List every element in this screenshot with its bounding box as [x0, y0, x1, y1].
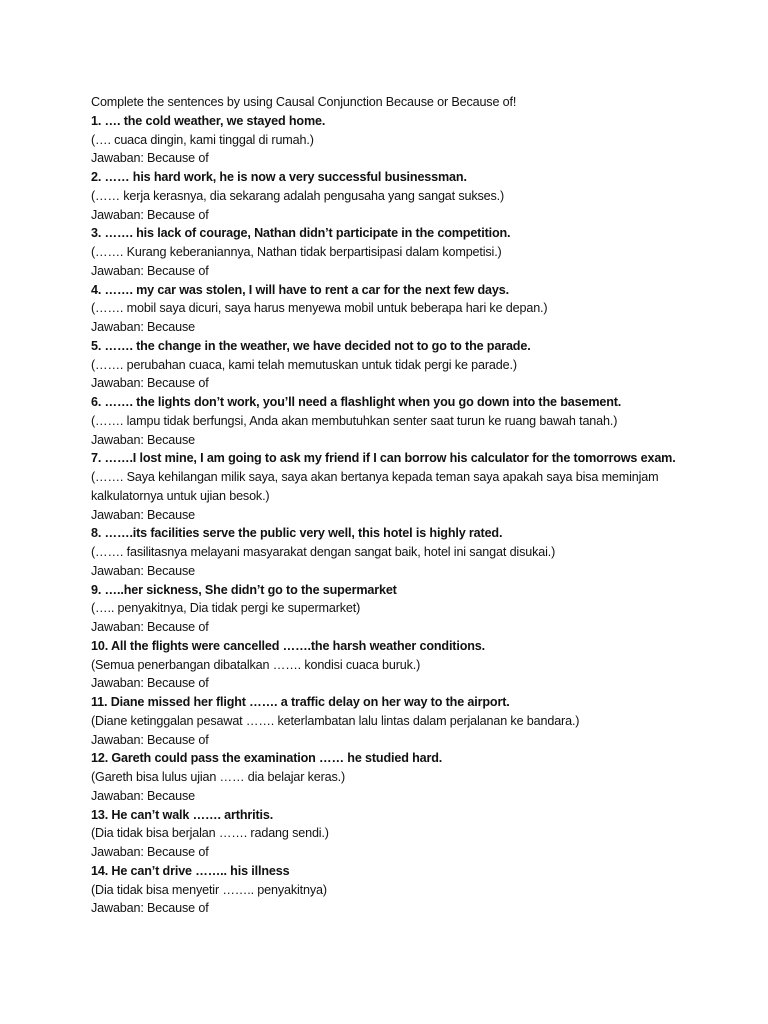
exercise-item-12: [91, 749, 751, 805]
question-text: 9. …..her sickness, She didn’t go to the supermarket: [91, 582, 397, 597]
question-text: 2. …… his hard work, he is now a very successful businessman.: [91, 170, 467, 184]
translation-text: (Semua penerbangan dibatalkan ……. kondisi cuaca buruk.): [91, 657, 421, 672]
answer-text: Jawaban: Because of: [91, 845, 209, 859]
question-text: 7. …….I lost mine, I am going to ask my friend if I can borrow his calculator for the tomorrows exam.: [91, 451, 676, 466]
answer-text: Jawaban: Because of: [91, 732, 209, 747]
answer-text: Jawaban: Because: [91, 507, 196, 522]
answer-text: Jawaban: Because of: [91, 376, 209, 391]
exercise-item-1: [91, 112, 751, 168]
answer-text: Jawaban: Because of: [91, 151, 209, 166]
question-text: 11. Diane missed her flight ……. a traffic delay on her way to the airport.: [91, 695, 510, 709]
answer-text: Jawaban: Because: [91, 432, 196, 447]
question-text: 12. Gareth could pass the examination …… he studied hard.: [91, 751, 443, 766]
translation-text: (….. penyakitnya, Dia tidak pergi ke supermarket): [91, 601, 361, 616]
exercise-item-9: [91, 581, 751, 637]
translation-text: (Diane ketinggalan pesawat ……. keterlambatan lalu lintas dalam perjalanan ke bandara.): [91, 713, 580, 728]
question-text: 6. ……. the lights don’t work, you’ll need a flashlight when you go down into the basement.: [91, 395, 622, 409]
question-text: 13. He can’t walk ……. arthritis.: [91, 807, 274, 822]
question-text: 8. …….its facilities serve the public very well, this hotel is highly rated.: [91, 526, 503, 541]
answer-text: Jawaban: Because: [91, 788, 196, 803]
answer-text: Jawaban: Because of: [91, 901, 209, 916]
instruction-text: Complete the sentences by using Causal Conjunction Because or Because of!: [91, 95, 517, 109]
exercise-item-2: [91, 168, 751, 224]
translation-text: (……. Kurang keberaniannya, Nathan tidak berpartisipasi dalam kompetisi.): [91, 245, 502, 259]
answer-text: Jawaban: Because: [91, 320, 196, 334]
exercise-item-4: [91, 281, 751, 337]
translation-text: (…… kerja kerasnya, dia sekarang adalah pengusaha yang sangat sukses.): [91, 188, 505, 203]
exercise-item-5: [91, 337, 751, 393]
translation-text: (……. lampu tidak berfungsi, Anda akan membutuhkan senter saat turun ke ruang bawah tanah.): [91, 413, 618, 428]
answer-text: Jawaban: Because of: [91, 207, 209, 222]
translation-text: (Dia tidak bisa berjalan ……. radang sendi.): [91, 826, 329, 841]
exercise-item-14: [91, 862, 751, 918]
translation-text: (……. mobil saya dicuri, saya harus menyewa mobil untuk beberapa hari ke depan.): [91, 301, 548, 316]
question-text: 1. …. the cold weather, we stayed home.: [91, 113, 326, 128]
question-text: 14. He can’t drive …….. his illness: [91, 863, 290, 878]
answer-text: Jawaban: Because of: [91, 676, 209, 691]
document-body: [91, 93, 751, 918]
answer-text: Jawaban: Because of: [91, 620, 209, 634]
answer-text: Jawaban: Because of: [91, 263, 209, 278]
translation-text: (……. perubahan cuaca, kami telah memutuskan untuk tidak pergi ke parade.): [91, 357, 517, 372]
answer-text: Jawaban: Because: [91, 563, 196, 578]
question-text: 3. ……. his lack of courage, Nathan didn’t participate in the competition.: [91, 226, 511, 241]
translation-text: (……. fasilitasnya melayani masyarakat dengan sangat baik, hotel ini sangat disukai.): [91, 545, 556, 559]
exercise-item-8: [91, 524, 751, 580]
exercise-item-7: [91, 449, 751, 524]
exercise-item-11: [91, 693, 751, 749]
translation-text: (Dia tidak bisa menyetir …….. penyakitnya): [91, 882, 327, 897]
exercise-item-13: [91, 806, 751, 862]
question-text: 5. ……. the change in the weather, we have decided not to go to the parade.: [91, 338, 531, 353]
translation-text: (…. cuaca dingin, kami tinggal di rumah.): [91, 132, 314, 147]
exercise-item-6: [91, 393, 751, 449]
translation-text: (……. Saya kehilangan milik saya, saya akan bertanya kepada teman saya apakah saya bisa meminjam kalkulatornya untuk ujian besok.): [91, 470, 659, 503]
exercise-item-10: [91, 637, 751, 693]
translation-text: (Gareth bisa lulus ujian …… dia belajar keras.): [91, 770, 346, 784]
exercise-item-3: [91, 224, 751, 280]
question-text: 4. ……. my car was stolen, I will have to rent a car for the next few days.: [91, 282, 509, 297]
question-text: 10. All the flights were cancelled …….the harsh weather conditions.: [91, 638, 485, 653]
